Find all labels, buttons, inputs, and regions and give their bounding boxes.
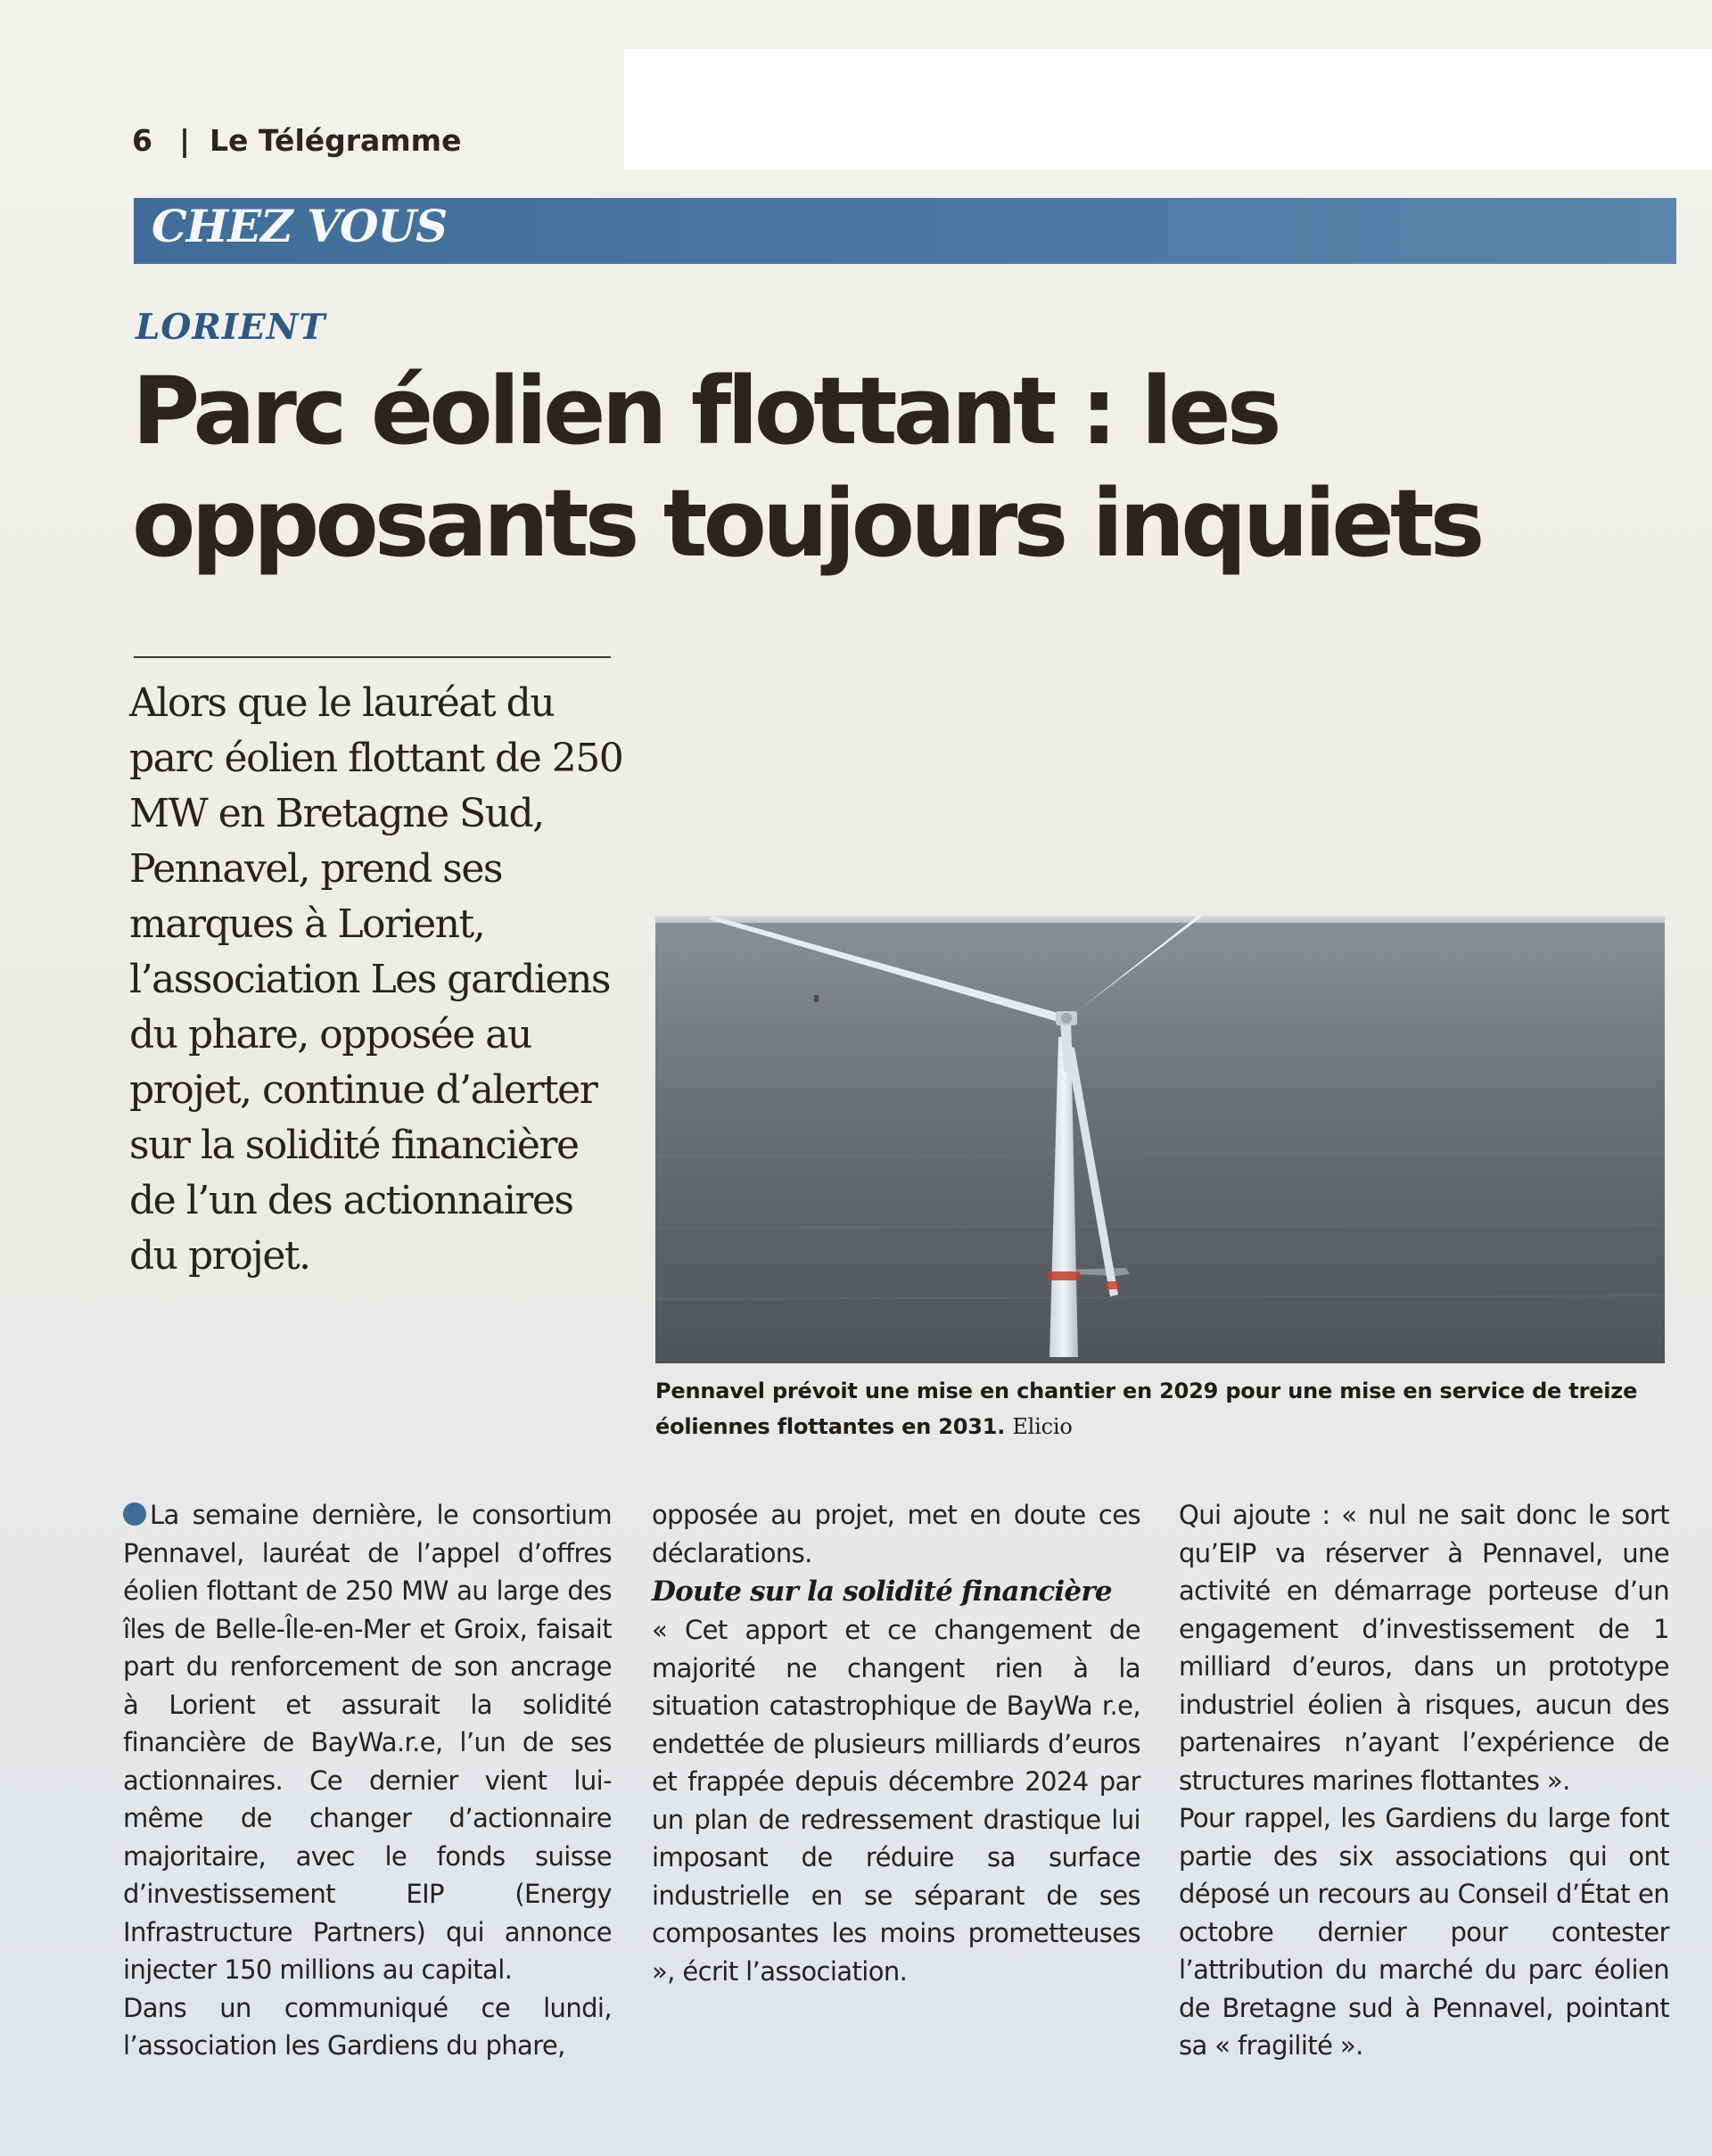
subheading: Doute sur la solidité financière <box>652 1576 1112 1608</box>
wind-turbine-photo <box>655 916 1665 1363</box>
body-paragraph: Pour rappel, les Gardiens du large font partie des six associations qui ont déposé un recours au Conseil d’État en octobre dernier pour contester l’attribution du marché du parc éolien de Bretagne sud à Pennavel, pointant sa « fragilité ». <box>1179 1803 1669 2061</box>
page-header <box>132 123 461 158</box>
body-paragraph: La semaine dernière, le consortium Pennavel, lauréat de l’appel d’offres éolien flottant de 250 MW au large des îles de Belle-Île-en-Mer et Groix, faisait part du renforcement de son ancrage à Lorient et assurait la solidité financière de BayWa.r.e, l’un de ses actionnaires. Ce dernier vient lui-même de changer d’actionnaire majoritaire, avec le fonds suisse d’investissement EIP (Energy Infrastructure Partners) qui annonce injecter 150 millions au capital. <box>123 1500 612 1985</box>
standfirst-rule <box>134 656 611 658</box>
blank-area <box>624 49 1712 169</box>
body-paragraph: Dans un communiqué ce lundi, l’association les Gardiens du phare, <box>123 1992 612 2061</box>
body-paragraph: Qui ajoute : « nul ne sait donc le sort qu’EIP va réserver à Pennavel, une activité en démarrage porteuse d’un engagement d’investissement de 1 milliard d’euros, dans un prototype industriel éolien à risques, aucun des partenaires n’ayant l’expérience de structures marines flottantes ». <box>1179 1500 1669 1796</box>
photo-credit: Elicio <box>1012 1414 1073 1439</box>
article-kicker: LORIENT <box>136 307 326 348</box>
page-number: 6 <box>132 123 152 158</box>
body-column-2 <box>652 1496 1140 1990</box>
blue-dot-icon <box>123 1502 146 1526</box>
article-standfirst: Alors que le lauréat du parc éolien flottant de 250 MW en Bretagne Sud, Pennavel, prend ses marques à Lorient, l’association Les gardiens du phare, opposée au projet, continue d’alerter sur la solidité financière de l’un des actionnaires du projet. <box>129 680 623 1279</box>
caption-text: Pennavel prévoit une mise en chantier en 2029 pour une mise en service de treize éoliennes flottantes en 2031. <box>655 1378 1638 1439</box>
section-title: CHEZ VOUS <box>152 200 448 252</box>
body-column-3 <box>1179 1496 1669 2065</box>
header-divider: | <box>178 123 191 158</box>
article-headline: Parc éolien flottant : les opposants toujours inquiets <box>132 357 1481 578</box>
publication-name: Le Télégramme <box>210 123 462 158</box>
body-paragraph: opposée au projet, met en doute ces déclarations. <box>652 1500 1140 1568</box>
body-paragraph: « Cet apport et ce changement de majorité ne changent rien à la situation catastrophique de BayWa r.e, endettée de plusieurs milliards d’euros et frappée depuis décembre 2024 par un plan de redressement drastique lui imposant de réduire sa surface industrielle en se séparant de ses composantes les moins prometteuses », écrit l’association. <box>652 1615 1140 1987</box>
photo-caption <box>655 1373 1676 1444</box>
body-column-1 <box>123 1496 612 2065</box>
